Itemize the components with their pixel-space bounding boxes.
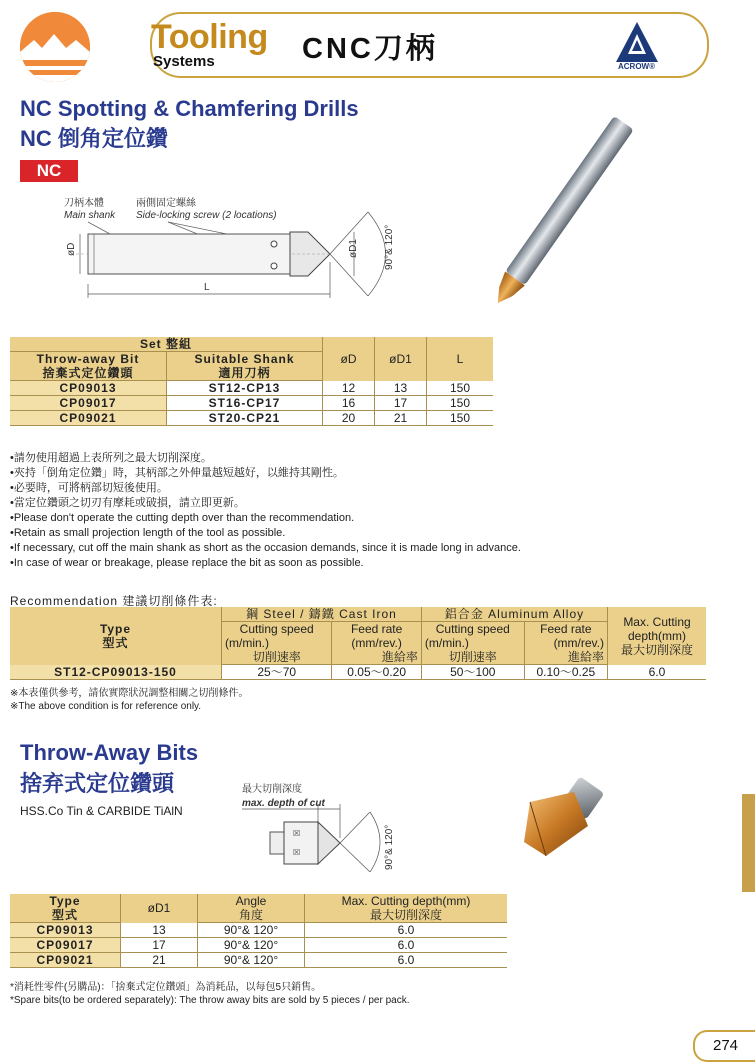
bit-angle-label: 90°& 120° [384, 824, 395, 870]
cell-bit: CP09017 [10, 396, 167, 411]
dim-l-label: L [204, 282, 210, 293]
cell-l: 150 [427, 396, 494, 411]
recommendation-footnote [10, 687, 248, 713]
col-shank-header-en: Suitable Shank [167, 352, 323, 367]
table-row [10, 381, 493, 396]
col-shank-header-cn: 適用刀柄 [167, 366, 323, 381]
brand-title: Tooling [151, 18, 268, 56]
dim-angle-label: 90°& 120° [384, 224, 395, 270]
svg-text:☒: ☒ [293, 848, 301, 857]
note-line: •當定位鑽頭之切刃有摩耗或破損，請立即更新。 [10, 497, 245, 509]
set-header: Set 整組 [10, 337, 323, 352]
bits-cell-max: 6.0 [305, 938, 508, 953]
rec-cell-max: 6.0 [608, 665, 707, 680]
spare-foot-en: *Spare bits(to be ordered separately): The throw away bits are sold by 5 pieces / per pack. [10, 995, 410, 1006]
brand-cn-title: CNC刀柄 [302, 33, 438, 65]
rec-type-cn: 型式 [102, 635, 129, 650]
bits-max-cn: 最大切削深度 [305, 908, 508, 923]
brand-subtitle: Systems [153, 53, 215, 70]
acrow-logo-text: ACROW® [618, 62, 655, 71]
note-line: •夾持「倒角定位鑽」時，其柄部之外伸量越短越好，以維持其剛性。 [10, 467, 344, 479]
rec-feed-3: 進給率 [332, 650, 422, 665]
nc-badge: NC [20, 160, 78, 182]
cell-shank: ST20-CP21 [167, 411, 323, 426]
max-depth-en-label: max. depth of cut [242, 798, 325, 809]
spare-foot-cn: *消耗性零件(另購品)：「捨棄式定位鑽頭」為消耗品，以每包5只銷售。 [10, 982, 322, 993]
cell-d: 20 [323, 411, 375, 426]
note-line: •Please don't operate the cutting depth over than the recommendation. [10, 512, 355, 524]
rec-feed-2: (mm/rev.) [332, 636, 422, 650]
table-row [10, 665, 706, 680]
rec-cell-alu-speed: 50～100 [421, 665, 524, 680]
rec-speed-2: (m/min.) [222, 636, 332, 650]
svg-text:☒: ☒ [293, 829, 301, 838]
col-bit-header-cn: 捨棄式定位鑽頭 [10, 366, 167, 381]
bits-type-en: Type [49, 894, 81, 908]
bits-cell-angle: 90°& 120° [198, 953, 305, 968]
rec-foot-cn: ※本表僅供參考，請依實際狀況調整相關之切削條件。 [10, 688, 249, 699]
bits-cell-type: CP09017 [10, 938, 121, 953]
bits-cell-angle: 90°& 120° [198, 938, 305, 953]
rec-alu-header: 鋁合金 Aluminum Alloy [421, 607, 607, 622]
company-logo [20, 12, 90, 82]
rec-max-1: Max. Cutting [623, 614, 691, 629]
bits-cell-d1: 13 [121, 923, 198, 938]
table-row [10, 953, 507, 968]
section2-subtitle: HSS.Co Tin & CARBIDE TiAlN [20, 804, 183, 818]
rec-speed-3b: 切削速率 [421, 650, 524, 665]
max-depth-cn-label: 最大切削深度 [242, 784, 302, 795]
bits-cell-max: 6.0 [305, 953, 508, 968]
note-line: •必要時，可將柄部切短後使用。 [10, 482, 168, 494]
bits-cell-d1: 21 [121, 953, 198, 968]
cell-l: 150 [427, 381, 494, 396]
rec-type-en: Type [99, 621, 132, 636]
bits-angle-cn: 角度 [198, 908, 305, 923]
bits-type-cn: 型式 [10, 908, 121, 923]
bits-angle-en: Angle [198, 894, 305, 908]
rec-speed-1: Cutting speed [222, 622, 332, 637]
section2-title-cn: 捨弃式定位鑽頭 [20, 771, 175, 796]
cell-d1: 17 [375, 396, 427, 411]
rec-feed-2b: (mm/rev.) [524, 636, 607, 650]
rec-speed-1b: Cutting speed [421, 622, 524, 637]
section-title-cn: NC 倒角定位鑽 [20, 126, 168, 151]
bits-d1-header: øD1 [121, 894, 198, 923]
rec-cell-steel-speed: 25～70 [222, 665, 332, 680]
rec-feed-1: Feed rate [332, 622, 422, 637]
cell-bit: CP09013 [10, 381, 167, 396]
col-l-header: L [427, 337, 494, 381]
spare-bits-footnote [10, 981, 409, 1007]
rec-max-header [608, 607, 707, 665]
cell-bit: CP09021 [10, 411, 167, 426]
cell-l: 150 [427, 411, 494, 426]
col-d1-header: øD1 [375, 337, 427, 381]
drill-product-image [448, 108, 668, 326]
bits-table [10, 894, 507, 968]
bit-dimension-drawing [240, 782, 400, 872]
section2-title-en: Throw-Away Bits [20, 740, 199, 765]
table-row [10, 411, 493, 426]
rec-type-header [10, 607, 222, 665]
bits-cell-d1: 17 [121, 938, 198, 953]
rec-cell-steel-feed: 0.05～0.20 [332, 665, 422, 680]
note-line: •Retain as small projection length of the tool as possible. [10, 527, 286, 539]
drill-dimension-drawing [58, 192, 398, 304]
rec-speed-3: 切削速率 [222, 650, 332, 665]
bits-max-en: Max. Cutting depth(mm) [305, 894, 508, 908]
rec-max-2: depth(mm) [627, 628, 686, 643]
table-row [10, 396, 493, 411]
recommendation-table [10, 607, 706, 680]
dim-d1-label: øD1 [348, 239, 359, 258]
note-line: •請勿使用超過上表所列之最大切削深度。 [10, 452, 212, 464]
bits-cell-max: 6.0 [305, 923, 508, 938]
cell-shank: ST16-CP17 [167, 396, 323, 411]
side-tab-marker [742, 794, 755, 892]
screw-cn-label: 兩側固定螺絲 [136, 198, 196, 209]
bits-cell-type: CP09013 [10, 923, 121, 938]
bits-cell-type: CP09021 [10, 953, 121, 968]
cell-d1: 21 [375, 411, 427, 426]
page-number: 274 [713, 1037, 739, 1054]
cell-d: 12 [323, 381, 375, 396]
bit-product-image [516, 772, 608, 862]
rec-cell-type: ST12-CP09013-150 [10, 665, 222, 680]
cell-d: 16 [323, 396, 375, 411]
bits-cell-angle: 90°& 120° [198, 923, 305, 938]
usage-notes [10, 451, 521, 571]
screw-en-label: Side-locking screw (2 locations) [136, 210, 277, 221]
note-line: •In case of wear or breakage, please replace the bit as soon as possible. [10, 557, 364, 569]
col-bit-header-en: Throw-away Bit [36, 352, 140, 366]
dim-d-label: øD [66, 242, 77, 256]
cell-d1: 13 [375, 381, 427, 396]
recommendation-label: Recommendation 建議切削條件表: [10, 594, 218, 608]
rec-foot-en: ※The above condition is for reference only. [10, 701, 202, 712]
rec-steel-header: 鋼 Steel / 鑄鐵 Cast Iron [222, 607, 422, 622]
table-row [10, 938, 507, 953]
rec-feed-3b: 進給率 [524, 650, 607, 665]
cell-shank: ST12-CP13 [167, 381, 323, 396]
rec-max-3: 最大切削深度 [620, 642, 693, 657]
col-d-header: øD [323, 337, 375, 381]
section-title-en: NC Spotting & Chamfering Drills [20, 96, 359, 121]
main-shank-cn-label: 刀柄本體 [64, 198, 104, 209]
note-line: •If necessary, cut off the main shank as short as the occasion demands, since it is made long in advance. [10, 542, 521, 554]
main-shank-en-label: Main shank [64, 210, 116, 221]
table-row [10, 923, 507, 938]
rec-feed-1b: Feed rate [524, 622, 607, 637]
rec-speed-2b: (m/min.) [421, 636, 524, 650]
set-table [10, 337, 493, 426]
rec-cell-alu-feed: 0.10～0.25 [524, 665, 607, 680]
